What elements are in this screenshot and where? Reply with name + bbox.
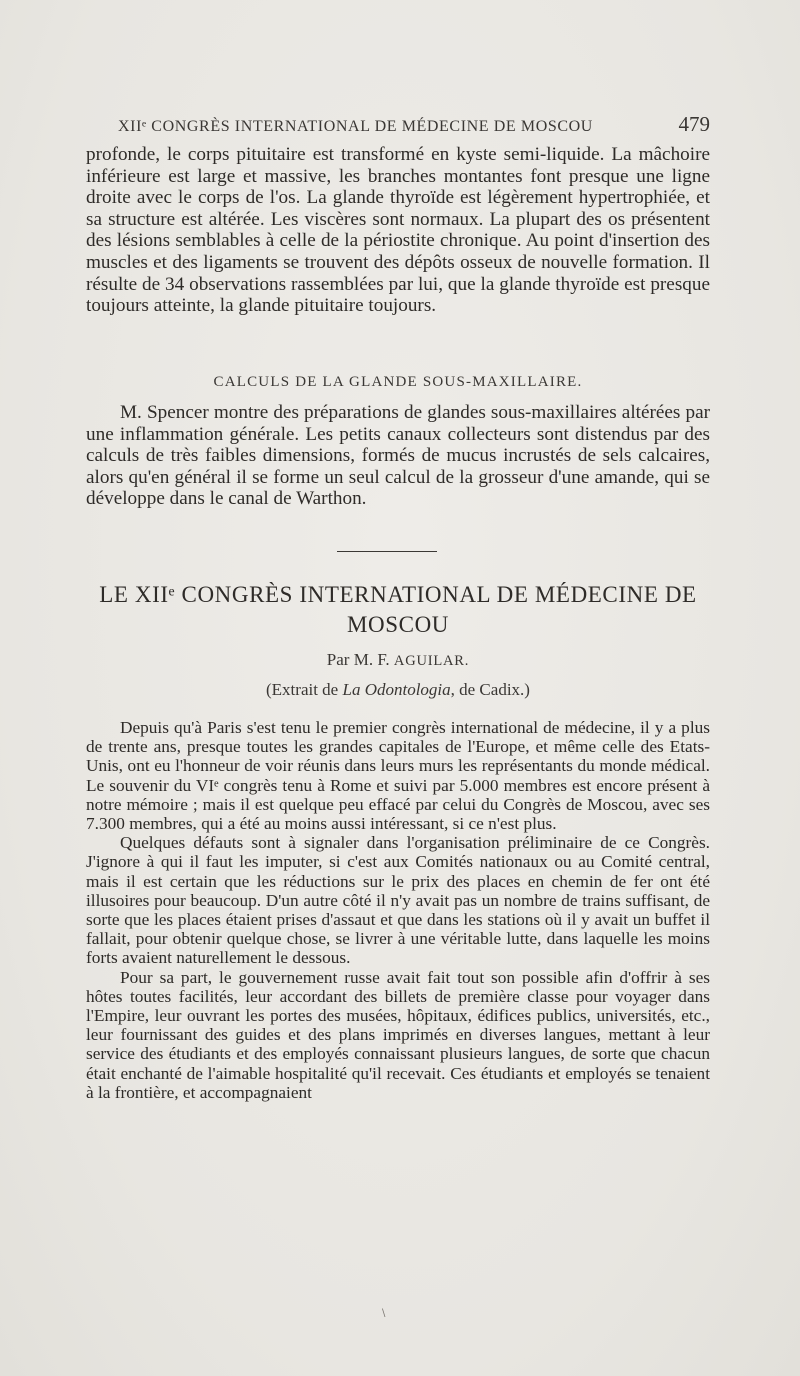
byline — [86, 650, 710, 670]
intro-text-block — [86, 144, 710, 317]
author-name: AGUILAR. — [393, 653, 470, 669]
section-paragraph: M. Spencer montre des préparations de glandes sous-maxillaires altérées par une inflammation générale. Les petits canaux collecteurs sont distendus par des calculs de très faibles dimensions, formés de mucus incrustés de sels calcaires, alors qu'en général il se forme un seul calcul de la grosseur d'une amande, qui se développe dans le canal de Warthon. — [86, 402, 710, 510]
article-paragraph: Depuis qu'à Paris s'est tenu le premier congrès international de médecine, il y a plus de trente ans, presque toutes les grandes capitales de l'Europe, et même celle des Etats-Unis, ont eu l'honneur de voir réunis dans leurs murs les représentants du monde médical. Le souvenir du VIᵉ congrès tenu à Rome et suivi par 5.000 membres est encore présent à notre mémoire ; mais il est quelque peu effacé par celui du Congrès de Moscou, avec ses 7.300 membres, qui a été au moins aussi intéressant, si ce n'est plus. — [86, 718, 710, 834]
intro-paragraph: profonde, le corps pituitaire est transformé en kyste semi-liquide. La mâchoire inférieure est large et massive, les branches montantes font presque une ligne droite avec le corps de l'os. La glande thyroïde est légèrement hypertrophiée, et sa structure est altérée. Les viscères sont normaux. La plupart des os présentent des lésions semblables à celle de la périostite chronique. Au point d'insertion des muscles et des ligaments se trouvent des dépôts osseux de nouvelle formation. Il résulte de 34 observations rassemblées par lui, que la glande thyroïde est presque toujours atteinte, la glande pituitaire toujours. — [86, 144, 710, 317]
section-divider — [337, 551, 437, 552]
section-heading: CALCULS DE LA GLANDE SOUS-MAXILLAIRE. — [213, 374, 583, 390]
byline-prefix: Par M. F. — [326, 650, 390, 669]
article-body — [86, 718, 710, 1102]
running-title: XIIᵉ CONGRÈS INTERNATIONAL DE MÉDECINE DE MOSCOU — [118, 118, 593, 135]
ink-speck: \ — [382, 1308, 386, 1319]
source-note — [86, 680, 710, 700]
source-suffix: , de Cadix.) — [450, 680, 530, 699]
source-prefix: (Extrait de — [266, 680, 339, 699]
article-paragraph: Pour sa part, le gouvernement russe avait fait tout son possible afin d'offrir à ses hôtes toutes facilités, leur accordant des billets de première classe pour voyager dans l'Empire, leur ouvrant les portes des musées, hôpitaux, édifices publics, universités, etc., leur fournissant des guides et des plans imprimés en diverses langues, mettant à leur service des étudiants et des employés connaissant plusieurs langues, de sorte que chacun était enchanté de l'aimable hospitalité qu'il recevait. Ces étudiants et employés se tenaient à la frontière, et accompagnaient — [86, 967, 710, 1102]
section-text-block — [86, 402, 710, 510]
article-title: LE XIIᵉ CONGRÈS INTERNATIONAL DE MÉDECINE DE MOSCOU — [99, 582, 697, 637]
page-number: 479 — [678, 112, 710, 136]
source-journal: La Odontologia — [342, 680, 451, 699]
article-paragraph: Quelques défauts sont à signaler dans l'organisation préliminaire de ce Congrès. J'ignore à qui il faut les imputer, si c'est aux Comités nationaux ou au Comité central, mais il est certain que les réductions sur le prix des places en chemin de fer ont été illusoires pour beaucoup. D'un autre côté il n'y avait pas un nombre de trains suffisant, de sorte que les places étaient prises d'assaut et que dans les stations où il y avait un buffet il fallait, pour obtenir quelque chose, se livrer à une véritable lutte, dans laquelle les moins forts avaient naturellement le dessous. — [86, 833, 710, 968]
running-header — [118, 112, 710, 137]
